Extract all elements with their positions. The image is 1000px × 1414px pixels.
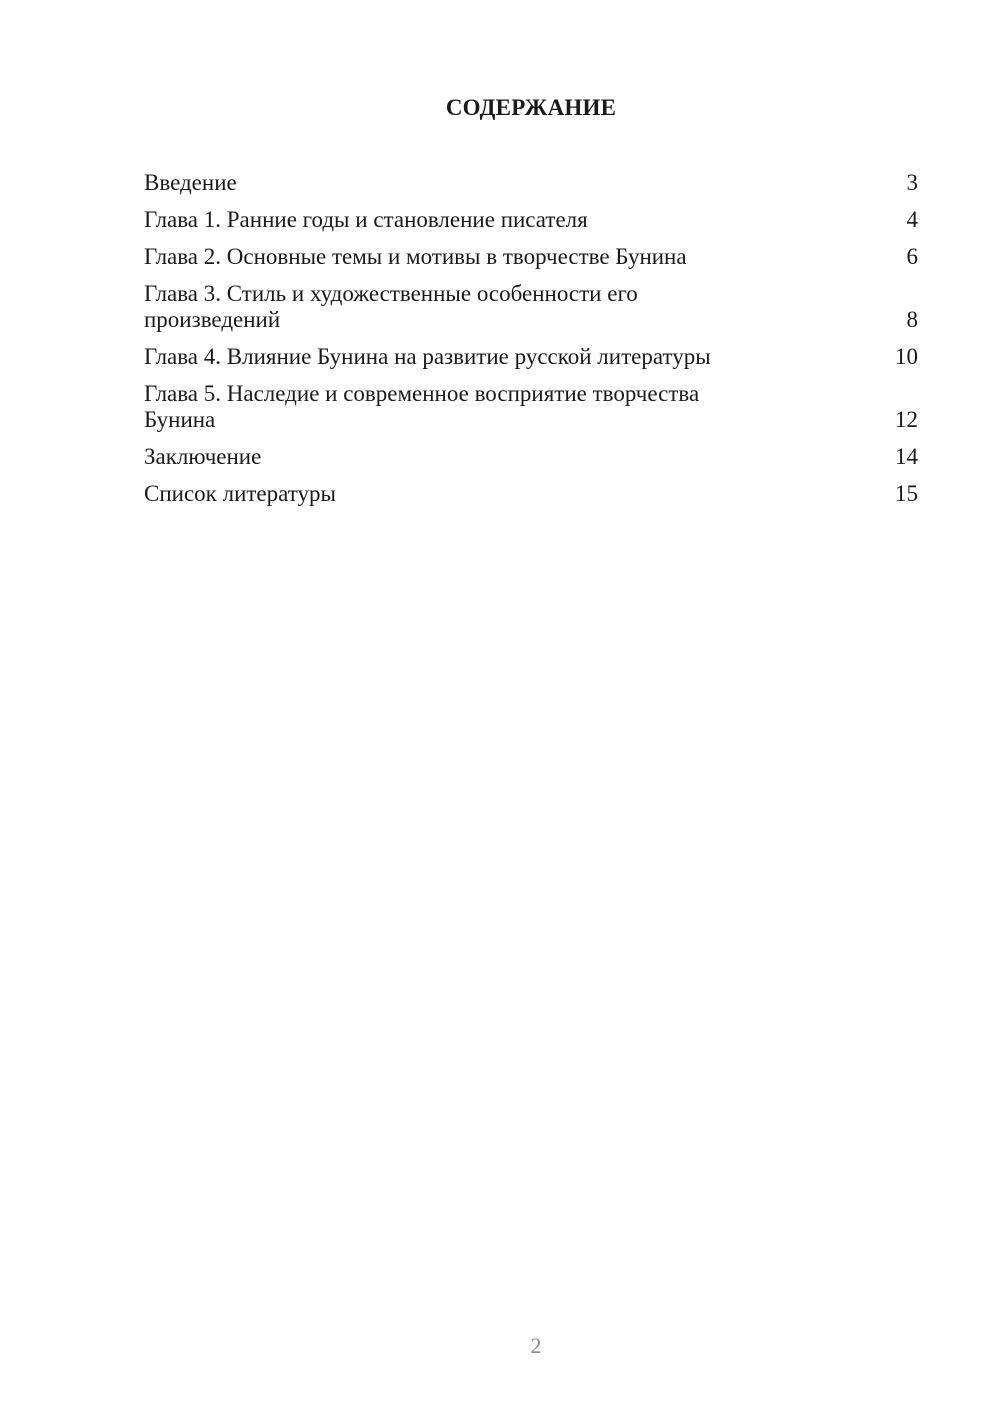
toc-entry-page: 4: [906, 207, 918, 232]
toc-entry-title: Глава 4. Влияние Бунина на развитие русской литературы: [144, 344, 711, 369]
toc-entry-page: 3: [906, 170, 918, 195]
toc-entry[interactable]: [144, 170, 918, 196]
page-number: 2: [530, 1333, 542, 1358]
toc-entry[interactable]: [144, 381, 918, 433]
toc-entry-title: Глава 3. Стиль и художественные особенности его произведений: [144, 281, 638, 332]
toc-entry[interactable]: [144, 244, 918, 270]
toc-entry-title: Глава 5. Наследие и современное восприятие творчества Бунина: [144, 381, 700, 432]
toc-entry-title: Глава 2. Основные темы и мотивы в творчестве Бунина: [144, 244, 687, 269]
toc-entry-title: Список литературы: [144, 481, 336, 506]
toc-entry-page: 12: [895, 407, 918, 432]
table-of-contents: [144, 170, 918, 518]
toc-entry-title: Заключение: [144, 444, 262, 469]
toc-entry-title: Введение: [144, 170, 237, 195]
toc-entry-page: 6: [906, 244, 918, 269]
toc-entry[interactable]: [144, 207, 918, 233]
toc-entry[interactable]: [144, 444, 918, 470]
toc-entry[interactable]: [144, 281, 918, 333]
toc-entry-page: 15: [895, 481, 918, 506]
toc-entry-title: Глава 1. Ранние годы и становление писателя: [144, 207, 588, 232]
toc-entry[interactable]: [144, 481, 918, 507]
toc-entry-page: 14: [895, 444, 918, 469]
page-title: СОДЕРЖАНИЕ: [445, 95, 617, 120]
toc-entry[interactable]: [144, 344, 918, 370]
toc-entry-page: 10: [895, 344, 918, 369]
toc-entry-page: 8: [906, 307, 918, 332]
